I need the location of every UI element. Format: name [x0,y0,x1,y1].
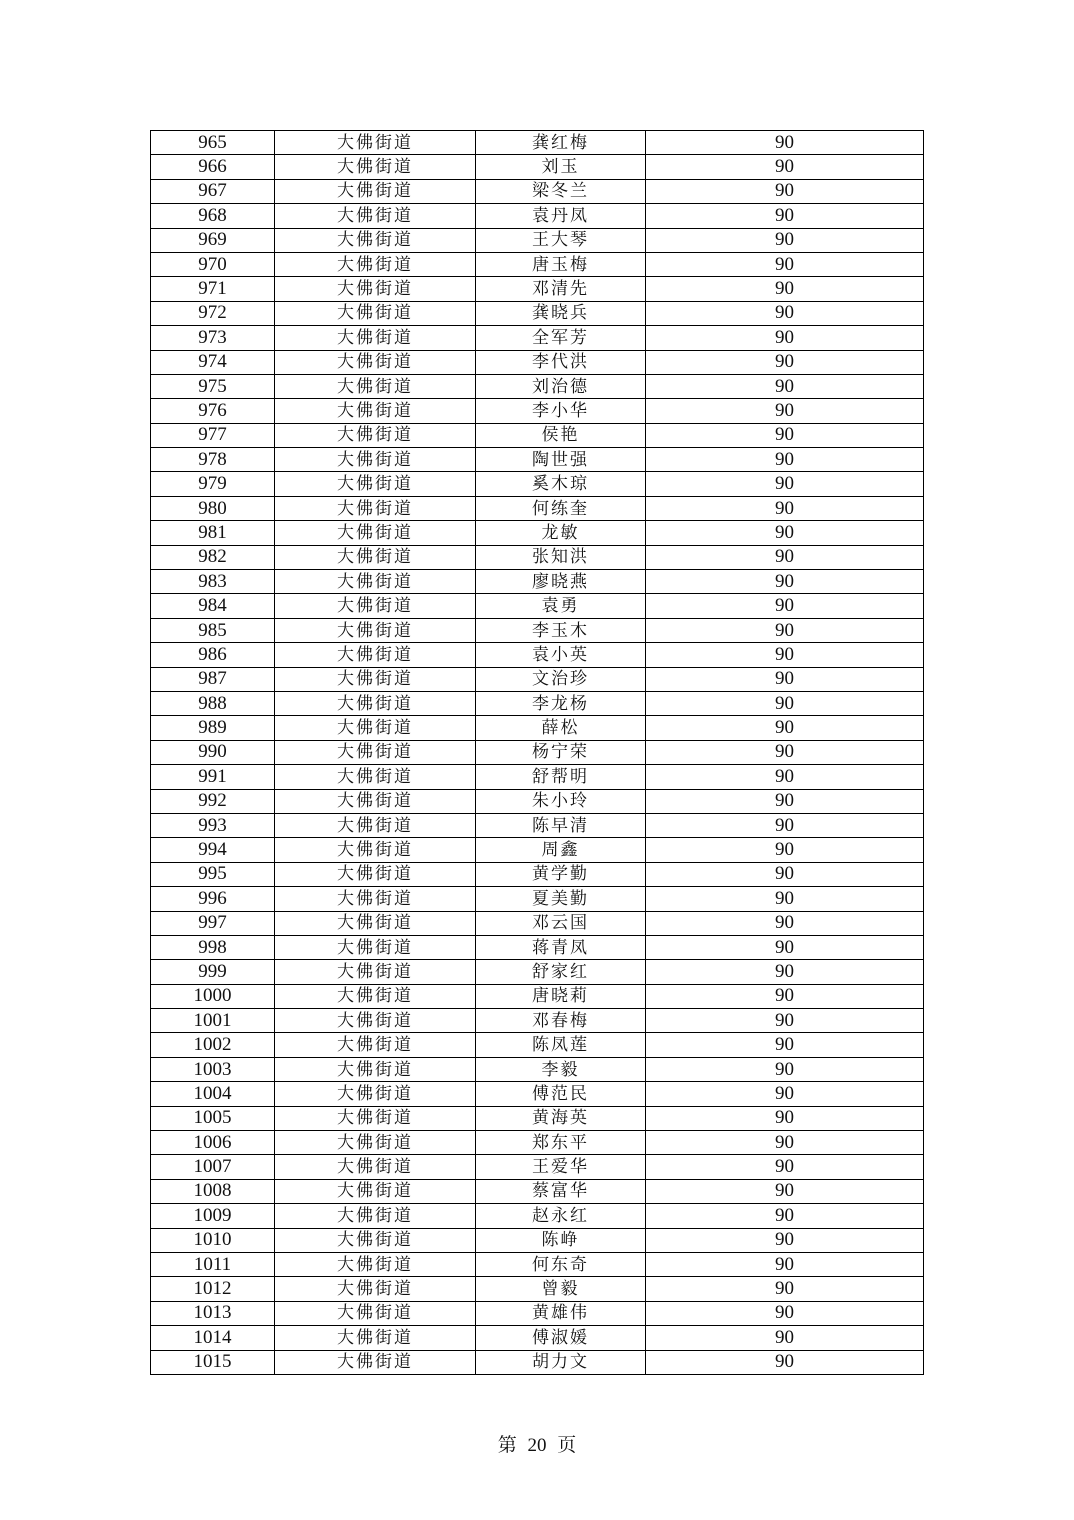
street-cell: 大佛街道 [275,594,476,618]
street-cell: 大佛街道 [275,204,476,228]
name-cell: 李毅 [476,1057,646,1081]
name-cell: 何东奇 [476,1252,646,1276]
row-number-cell: 977 [151,423,275,447]
table-row [151,691,924,715]
row-number-cell: 973 [151,326,275,350]
name-cell: 刘治德 [476,374,646,398]
street-cell: 大佛街道 [275,423,476,447]
score-cell: 90 [646,911,924,935]
row-number-cell: 983 [151,570,275,594]
row-number-cell: 986 [151,643,275,667]
name-cell: 朱小玲 [476,789,646,813]
name-cell: 侯艳 [476,423,646,447]
score-cell: 90 [646,1204,924,1228]
name-cell: 邓春梅 [476,1009,646,1033]
row-number-cell: 981 [151,521,275,545]
table-row [151,399,924,423]
score-cell: 90 [646,1082,924,1106]
row-number-cell: 989 [151,716,275,740]
name-cell: 袁丹凤 [476,204,646,228]
name-cell: 蒋青凤 [476,935,646,959]
score-cell: 90 [646,1228,924,1252]
street-cell: 大佛街道 [275,1301,476,1325]
name-cell: 李玉木 [476,618,646,642]
row-number-cell: 982 [151,545,275,569]
name-cell: 蔡富华 [476,1179,646,1203]
name-cell: 陈峥 [476,1228,646,1252]
score-cell: 90 [646,1057,924,1081]
table-row [151,643,924,667]
row-number-cell: 994 [151,838,275,862]
street-cell: 大佛街道 [275,496,476,520]
table-row [151,765,924,789]
name-cell: 舒帮明 [476,765,646,789]
row-number-cell: 976 [151,399,275,423]
name-cell: 舒家红 [476,960,646,984]
row-number-cell: 984 [151,594,275,618]
street-cell: 大佛街道 [275,399,476,423]
table-row [151,228,924,252]
name-cell: 龙敏 [476,521,646,545]
table-row [151,1228,924,1252]
name-cell: 陈凤莲 [476,1033,646,1057]
name-cell: 梁冬兰 [476,179,646,203]
table-row [151,1155,924,1179]
name-cell: 奚木琼 [476,472,646,496]
row-number-cell: 1012 [151,1277,275,1301]
table-row [151,301,924,325]
row-number-cell: 967 [151,179,275,203]
table-row [151,838,924,862]
table-row [151,1277,924,1301]
street-cell: 大佛街道 [275,521,476,545]
street-cell: 大佛街道 [275,131,476,155]
street-cell: 大佛街道 [275,1228,476,1252]
name-cell: 全军芳 [476,326,646,350]
score-cell: 90 [646,1277,924,1301]
row-number-cell: 1005 [151,1106,275,1130]
table-row [151,252,924,276]
street-cell: 大佛街道 [275,350,476,374]
row-number-cell: 1009 [151,1204,275,1228]
table-row [151,496,924,520]
street-cell: 大佛街道 [275,252,476,276]
name-cell: 廖晓燕 [476,570,646,594]
name-cell: 郑东平 [476,1131,646,1155]
table-row [151,423,924,447]
row-number-cell: 1000 [151,984,275,1008]
name-cell: 杨宁荣 [476,740,646,764]
street-cell: 大佛街道 [275,1204,476,1228]
score-cell: 90 [646,1106,924,1130]
table-row [151,131,924,155]
score-cell: 90 [646,667,924,691]
score-cell: 90 [646,1301,924,1325]
score-cell: 90 [646,1131,924,1155]
name-cell: 傅淑媛 [476,1326,646,1350]
table-row [151,1204,924,1228]
table-row [151,570,924,594]
table-row [151,911,924,935]
street-cell: 大佛街道 [275,228,476,252]
name-cell: 袁小英 [476,643,646,667]
score-cell: 90 [646,716,924,740]
name-cell: 李代洪 [476,350,646,374]
score-cell: 90 [646,960,924,984]
name-cell: 何练奎 [476,496,646,520]
name-cell: 陶世强 [476,448,646,472]
name-cell: 唐玉梅 [476,252,646,276]
score-cell: 90 [646,813,924,837]
name-cell: 邓云国 [476,911,646,935]
name-cell: 王爱华 [476,1155,646,1179]
street-cell: 大佛街道 [275,984,476,1008]
row-number-cell: 969 [151,228,275,252]
table-row [151,350,924,374]
street-cell: 大佛街道 [275,1057,476,1081]
table-row [151,984,924,1008]
score-cell: 90 [646,570,924,594]
row-number-cell: 974 [151,350,275,374]
street-cell: 大佛街道 [275,448,476,472]
name-cell: 夏美勤 [476,887,646,911]
street-cell: 大佛街道 [275,1082,476,1106]
row-number-cell: 1008 [151,1179,275,1203]
score-cell: 90 [646,765,924,789]
table-row [151,472,924,496]
score-cell: 90 [646,984,924,1008]
street-cell: 大佛街道 [275,691,476,715]
row-number-cell: 999 [151,960,275,984]
score-cell: 90 [646,1155,924,1179]
score-cell: 90 [646,1252,924,1276]
row-number-cell: 990 [151,740,275,764]
street-cell: 大佛街道 [275,277,476,301]
score-cell: 90 [646,789,924,813]
table-row [151,521,924,545]
table-row [151,667,924,691]
name-cell: 袁勇 [476,594,646,618]
street-cell: 大佛街道 [275,570,476,594]
street-cell: 大佛街道 [275,765,476,789]
roster-table-body [151,131,924,1375]
name-cell: 张知洪 [476,545,646,569]
name-cell: 李小华 [476,399,646,423]
name-cell: 邓清先 [476,277,646,301]
row-number-cell: 1006 [151,1131,275,1155]
street-cell: 大佛街道 [275,716,476,740]
score-cell: 90 [646,1033,924,1057]
street-cell: 大佛街道 [275,1277,476,1301]
row-number-cell: 1003 [151,1057,275,1081]
page-footer-prefix: 第 [497,1435,517,1456]
street-cell: 大佛街道 [275,862,476,886]
street-cell: 大佛街道 [275,911,476,935]
table-row [151,179,924,203]
table-row [151,1252,924,1276]
street-cell: 大佛街道 [275,301,476,325]
score-cell: 90 [646,472,924,496]
row-number-cell: 972 [151,301,275,325]
table-row [151,740,924,764]
street-cell: 大佛街道 [275,1350,476,1374]
name-cell: 黄海英 [476,1106,646,1130]
row-number-cell: 980 [151,496,275,520]
table-row [151,1301,924,1325]
street-cell: 大佛街道 [275,813,476,837]
score-cell: 90 [646,350,924,374]
table-row [151,789,924,813]
street-cell: 大佛街道 [275,1131,476,1155]
name-cell: 王大琴 [476,228,646,252]
score-cell: 90 [646,1350,924,1374]
table-row [151,374,924,398]
street-cell: 大佛街道 [275,545,476,569]
street-cell: 大佛街道 [275,1252,476,1276]
row-number-cell: 997 [151,911,275,935]
score-cell: 90 [646,862,924,886]
street-cell: 大佛街道 [275,838,476,862]
street-cell: 大佛街道 [275,326,476,350]
row-number-cell: 1002 [151,1033,275,1057]
score-cell: 90 [646,643,924,667]
score-cell: 90 [646,204,924,228]
row-number-cell: 1011 [151,1252,275,1276]
score-cell: 90 [646,545,924,569]
table-row [151,1131,924,1155]
score-cell: 90 [646,179,924,203]
table-row [151,1082,924,1106]
score-cell: 90 [646,887,924,911]
street-cell: 大佛街道 [275,1179,476,1203]
row-number-cell: 1013 [151,1301,275,1325]
score-cell: 90 [646,935,924,959]
row-number-cell: 991 [151,765,275,789]
name-cell: 黄学勤 [476,862,646,886]
score-cell: 90 [646,301,924,325]
score-cell: 90 [646,277,924,301]
row-number-cell: 979 [151,472,275,496]
score-cell: 90 [646,326,924,350]
row-number-cell: 965 [151,131,275,155]
row-number-cell: 1015 [151,1350,275,1374]
row-number-cell: 968 [151,204,275,228]
score-cell: 90 [646,618,924,642]
score-cell: 90 [646,740,924,764]
street-cell: 大佛街道 [275,472,476,496]
street-cell: 大佛街道 [275,935,476,959]
score-cell: 90 [646,374,924,398]
street-cell: 大佛街道 [275,789,476,813]
score-cell: 90 [646,131,924,155]
row-number-cell: 988 [151,691,275,715]
score-cell: 90 [646,399,924,423]
street-cell: 大佛街道 [275,1155,476,1179]
table-row [151,935,924,959]
name-cell: 赵永红 [476,1204,646,1228]
score-cell: 90 [646,691,924,715]
name-cell: 龚晓兵 [476,301,646,325]
score-cell: 90 [646,228,924,252]
score-cell: 90 [646,252,924,276]
table-row [151,1033,924,1057]
table-row [151,813,924,837]
table-row [151,448,924,472]
score-cell: 90 [646,521,924,545]
table-row [151,1350,924,1374]
row-number-cell: 1007 [151,1155,275,1179]
table-row [151,1106,924,1130]
street-cell: 大佛街道 [275,1326,476,1350]
table-row [151,1057,924,1081]
street-cell: 大佛街道 [275,740,476,764]
row-number-cell: 1001 [151,1009,275,1033]
street-cell: 大佛街道 [275,618,476,642]
row-number-cell: 993 [151,813,275,837]
name-cell: 胡力文 [476,1350,646,1374]
name-cell: 刘玉 [476,155,646,179]
table-row [151,716,924,740]
row-number-cell: 971 [151,277,275,301]
name-cell: 周鑫 [476,838,646,862]
table-row [151,204,924,228]
table-row [151,887,924,911]
row-number-cell: 1010 [151,1228,275,1252]
page-number: 20 [527,1435,547,1456]
row-number-cell: 996 [151,887,275,911]
table-row [151,594,924,618]
row-number-cell: 992 [151,789,275,813]
row-number-cell: 978 [151,448,275,472]
table-row [151,545,924,569]
table-row [151,155,924,179]
street-cell: 大佛街道 [275,643,476,667]
score-cell: 90 [646,155,924,179]
street-cell: 大佛街道 [275,1009,476,1033]
table-row [151,862,924,886]
table-row [151,618,924,642]
name-cell: 傅范民 [476,1082,646,1106]
street-cell: 大佛街道 [275,960,476,984]
score-cell: 90 [646,423,924,447]
score-cell: 90 [646,496,924,520]
row-number-cell: 998 [151,935,275,959]
name-cell: 黄雄伟 [476,1301,646,1325]
table-row [151,1009,924,1033]
street-cell: 大佛街道 [275,1033,476,1057]
table-row [151,277,924,301]
name-cell: 薛松 [476,716,646,740]
name-cell: 李龙杨 [476,691,646,715]
table-row [151,1179,924,1203]
row-number-cell: 966 [151,155,275,179]
street-cell: 大佛街道 [275,887,476,911]
name-cell: 唐晓莉 [476,984,646,1008]
name-cell: 曾毅 [476,1277,646,1301]
row-number-cell: 1014 [151,1326,275,1350]
name-cell: 文治珍 [476,667,646,691]
score-cell: 90 [646,838,924,862]
row-number-cell: 970 [151,252,275,276]
street-cell: 大佛街道 [275,179,476,203]
row-number-cell: 995 [151,862,275,886]
street-cell: 大佛街道 [275,1106,476,1130]
page-footer-suffix: 页 [557,1435,577,1456]
score-cell: 90 [646,448,924,472]
roster-table [150,130,924,1375]
page-footer [0,1430,1074,1457]
score-cell: 90 [646,1009,924,1033]
row-number-cell: 1004 [151,1082,275,1106]
table-row [151,326,924,350]
row-number-cell: 985 [151,618,275,642]
street-cell: 大佛街道 [275,374,476,398]
row-number-cell: 987 [151,667,275,691]
row-number-cell: 975 [151,374,275,398]
table-row [151,1326,924,1350]
name-cell: 陈早清 [476,813,646,837]
name-cell: 龚红梅 [476,131,646,155]
table-row [151,960,924,984]
score-cell: 90 [646,594,924,618]
street-cell: 大佛街道 [275,155,476,179]
score-cell: 90 [646,1179,924,1203]
street-cell: 大佛街道 [275,667,476,691]
score-cell: 90 [646,1326,924,1350]
